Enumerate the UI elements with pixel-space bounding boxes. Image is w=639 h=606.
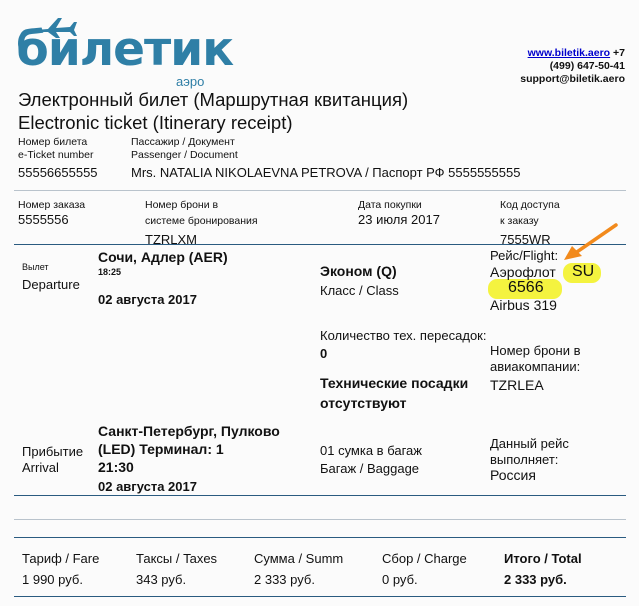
total-label: Итого / Total: [504, 551, 582, 566]
purchase-date: 23 июля 2017: [358, 212, 440, 227]
arrival-city-1: Санкт-Петербург, Пулково: [98, 423, 280, 439]
ticket-number-label-ru: Номер билета: [18, 136, 88, 148]
access-code: 7555WR: [500, 232, 551, 247]
transfers-count: 0: [320, 346, 328, 361]
departure-city: Сочи, Адлер (AER): [98, 249, 228, 265]
page-title-ru: Электронный билет (Маршрутная квитанция): [18, 89, 409, 110]
ticket-number-label-en: e-Ticket number: [18, 149, 94, 161]
operated-label-2: выполняет:: [490, 452, 559, 467]
access-code-label-2: к заказу: [500, 215, 539, 227]
order-number: 5555556: [18, 212, 69, 227]
arrival-label-ru: Прибытие: [22, 444, 84, 459]
contact-website-line: [528, 47, 625, 59]
divider-2: [14, 244, 626, 245]
logo-subtitle: аэро: [176, 74, 205, 89]
taxes-label: Таксы / Taxes: [136, 551, 218, 566]
summ-value: 2 333 руб.: [254, 572, 315, 587]
airline-booking-label-1: Номер брони в: [490, 343, 581, 358]
fare-value: 1 990 руб.: [22, 572, 83, 587]
airline-name: Аэрофлот: [490, 264, 556, 280]
departure-date: 02 августа 2017: [98, 292, 197, 307]
divider-6: [14, 596, 626, 597]
summ-label: Сумма / Summ: [254, 551, 344, 566]
arrival-city-2: (LED) Терминал: 1: [98, 441, 224, 457]
tech-stops-line-2: отсутствуют: [320, 395, 407, 411]
divider-3: [14, 495, 626, 496]
divider-1: [14, 190, 626, 191]
charge-value: 0 руб.: [382, 572, 418, 587]
airline-booking-label-2: авиакомпании:: [490, 359, 581, 374]
departure-label-ru: Вылет: [22, 262, 49, 272]
arrival-label-en: Arrival: [22, 460, 59, 475]
baggage-label: Багаж / Baggage: [320, 461, 420, 476]
passenger-label-ru: Пассажир / Документ: [131, 136, 235, 148]
charge-label: Сбор / Charge: [382, 551, 467, 566]
annotation-arrow-icon: [560, 222, 620, 264]
purchase-date-label: Дата покупки: [358, 199, 422, 211]
brand-logo[interactable]: [16, 8, 234, 89]
ticket-number: 55556655555: [18, 165, 98, 180]
airline-code: SU: [572, 263, 595, 280]
flight-number: 6566: [508, 279, 544, 296]
baggage-allowance: 01 сумка в багаж: [320, 443, 422, 458]
aircraft: Airbus 319: [490, 297, 557, 313]
departure-time: 18:25: [98, 267, 122, 277]
divider-4: [14, 519, 626, 520]
operated-label-1: Данный рейс: [490, 436, 569, 451]
flight-label: Рейс/Flight:: [490, 248, 559, 263]
taxes-value: 343 руб.: [136, 572, 187, 587]
booking-label-2: системе бронирования: [145, 215, 258, 227]
class-label: Класс / Class: [320, 283, 399, 298]
departure-label-en: Departure: [22, 277, 80, 292]
passenger-label-en: Passenger / Document: [131, 149, 238, 161]
total-value: 2 333 руб.: [504, 572, 567, 587]
passenger-name: Mrs. NATALIA NIKOLAEVNA PETROVA / Паспорт РФ 5555555555: [131, 165, 521, 180]
contact-phone: (499) 647-50-41: [549, 60, 625, 72]
divider-5: [14, 537, 626, 538]
class-name: Эконом (Q): [320, 263, 397, 279]
logo-wordmark: билетик: [16, 22, 234, 77]
phone-prefix: +7: [613, 47, 625, 59]
website-link[interactable]: www.biletik.aero: [527, 47, 611, 59]
transfers-label: Количество тех. пересадок:: [320, 328, 487, 343]
contact-email: support@biletik.aero: [520, 73, 625, 85]
booking-number: TZRLXM: [145, 232, 197, 247]
operated-by: Россия: [490, 467, 536, 483]
airline-booking-number: TZRLEA: [490, 377, 544, 393]
booking-label-1: Номер брони в: [145, 199, 219, 211]
fare-label: Тариф / Fare: [22, 551, 100, 566]
arrival-date: 02 августа 2017: [98, 479, 197, 494]
tech-stops-line-1: Технические посадки: [320, 375, 469, 391]
arrival-time: 21:30: [98, 459, 134, 475]
page-title-en: Electronic ticket (Itinerary receipt): [18, 112, 293, 133]
access-code-label-1: Код доступа: [500, 199, 560, 211]
order-number-label: Номер заказа: [18, 199, 86, 211]
